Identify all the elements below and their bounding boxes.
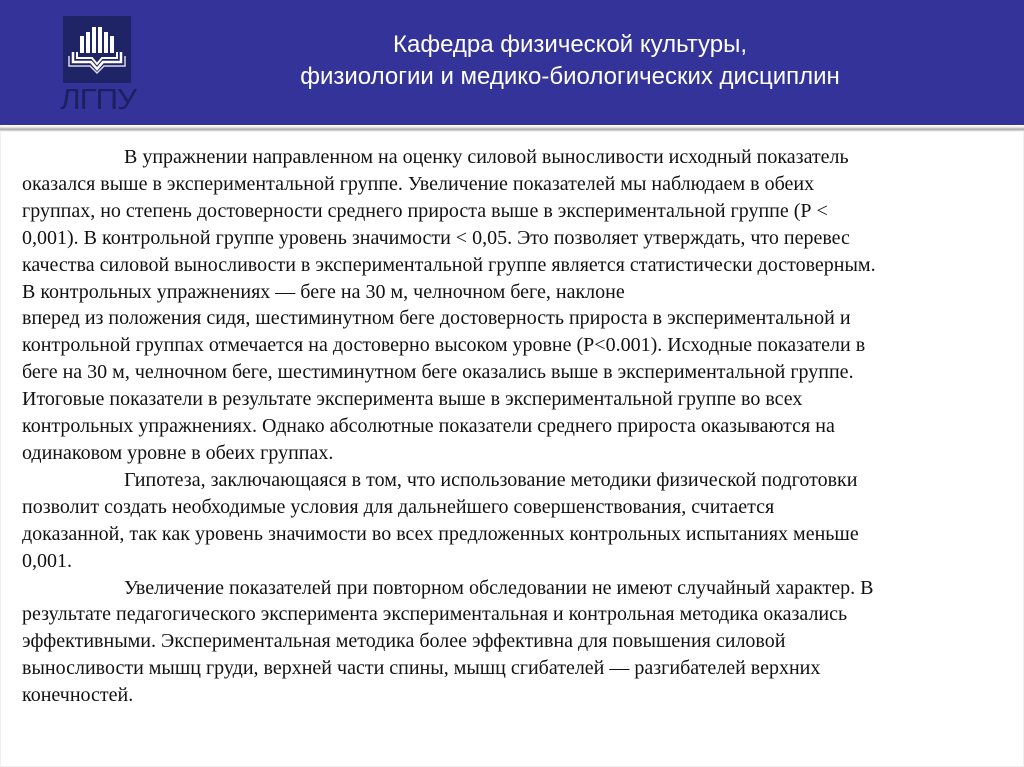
text-line: 0,001). В контрольной группе уровень значимости < 0,05. Это позволяет утверждать, что перевес [22, 226, 850, 249]
text-line: В контрольных упражнениях — беге на 30 м, челночном беге, наклоне [22, 280, 625, 303]
text-line: конечностей. [22, 684, 134, 707]
title-line-1: Кафедра физической культуры, [393, 31, 747, 58]
text-line: Гипотеза, заключающаяся в том, что использование методики физической подготовки [124, 468, 858, 491]
text-line: контрольной группах отмечается на достоверно высоком уровне (P<0.001). Исходные показатели в [22, 334, 866, 357]
paragraph-2 [22, 467, 1012, 575]
text-line: группах, но степень достоверности среднего прироста выше в экспериментальной группе (Р < [22, 199, 828, 222]
text-line: контрольных упражнениях. Однако абсолютные показатели среднего прироста оказываются на [22, 415, 835, 438]
text-line: В упражнении направленном на оценку силовой выносливости исходный показатель [124, 146, 849, 168]
text-line: оказался выше в экспериментальной группе. Увеличение показателей мы наблюдаем в обеих [22, 172, 815, 195]
text-line: эффективными. Экспериментальная методика более эффективна для повышения силовой [22, 630, 786, 653]
text-line: доказанной, так как уровень значимости во всех предложенных контрольных испытаниях меньше [22, 522, 859, 545]
header-divider [0, 126, 1024, 132]
page-title [180, 29, 960, 93]
text-line: качества силовой выносливости в экспериментальной группе является статистически достоверным. [22, 253, 876, 276]
text-line: беге на 30 м, челночном беге, шестиминутном беге оказались выше в экспериментальной группе. [22, 361, 854, 384]
text-line: Увеличение показателей при повторном обследовании не имеют случайный характер. В [124, 576, 874, 599]
text-line: позволит создать необходимые условия для дальнейшего совершенствования, считается [22, 495, 775, 518]
text-line: вперед из положения сидя, шестиминутном беге достоверность прироста в экспериментальной и [22, 307, 851, 330]
text-line: выносливости мышц груди, верхней части спины, мышц сгибателей — разгибателей верхних [22, 657, 821, 680]
text-line: Итоговые показатели в результате эксперимента выше в экспериментальной группе во всех [22, 388, 803, 411]
text-line: результате педагогического эксперимента экспериментальная и контрольная методика оказались [22, 603, 848, 626]
logo-text: ЛГПУ [60, 84, 136, 116]
paragraph-1 [22, 144, 1012, 467]
paragraph-3 [22, 575, 1012, 710]
text-line: 0,001. [22, 549, 72, 572]
body-text [22, 144, 1012, 709]
university-logo-icon [63, 16, 131, 83]
text-line: одинаковом уровне в обеих группах. [22, 441, 334, 464]
title-line-2: физиологии и медико-биологических дисциплин [300, 63, 840, 90]
slide-header [0, 0, 1024, 125]
